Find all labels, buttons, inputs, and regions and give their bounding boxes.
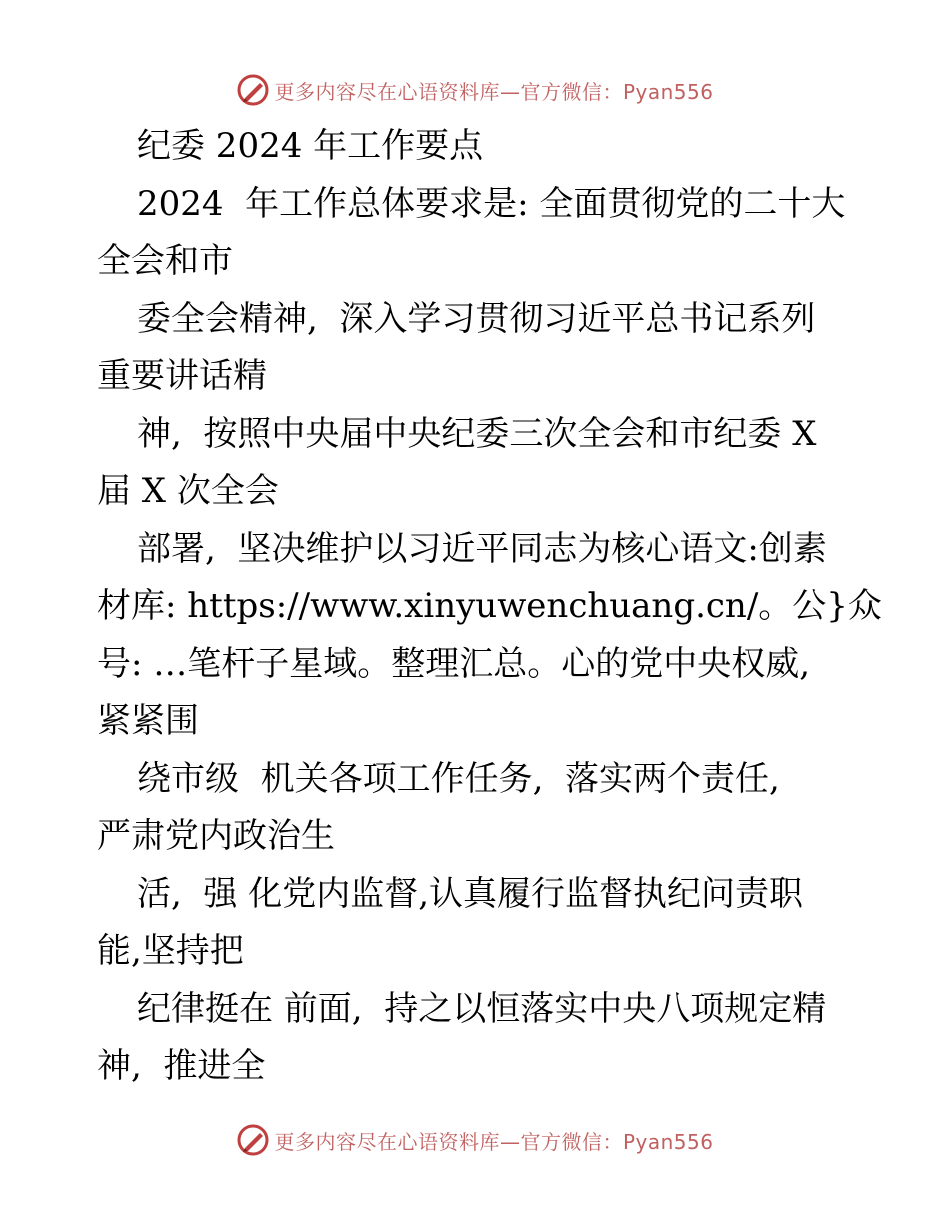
text-line: 绕市级 机关各项工作任务, 落实两个责任, [137,758,780,799]
text-line: 活, 强 化党内监督,认真履行监督执纪问责职 [137,873,804,914]
header-watermark-text: 更多内容尽在心语资料库—官方微信：Pyan556 [274,79,714,104]
text-line: 材库: https://www.xinyuwenchuang.cn/。公}众 [97,586,882,626]
footer-watermark [0,1120,950,1160]
text-line: 能,坚持把 [97,931,244,971]
pen-logo-icon [236,73,270,107]
text-line: 纪律挺在 前面, 持之以恒落实中央八项规定精 [137,988,827,1029]
text-line: 2024 年工作总体要求是: 全面贯彻党的二十大 [137,183,846,224]
text-line: 届 X 次全会 [97,471,279,511]
text-line: 部署, 坚决维护以习近平同志为核心语文:创素 [137,528,827,569]
document-body [97,118,882,1096]
text-line: 号: …笔杆子星域。整理汇总。心的党中央权威, [97,643,811,684]
text-line: 委全会精神, 深入学习贯彻习近平总书记系列 [137,298,816,339]
text-line: 神, 推进全 [97,1046,266,1086]
header-watermark [0,70,950,110]
text-line: 紧紧围 [97,701,199,741]
pen-logo-icon [236,1123,270,1157]
document-title: 纪委 2024 年工作要点 [137,126,484,166]
text-line: 全会和市 [97,241,233,281]
text-line: 神, 按照中央届中央纪委三次全会和市纪委 X [137,413,817,454]
text-line: 严肃党内政治生 [97,816,335,856]
footer-watermark-text: 更多内容尽在心语资料库—官方微信：Pyan556 [274,1129,714,1154]
text-line: 重要讲话精 [97,356,267,396]
